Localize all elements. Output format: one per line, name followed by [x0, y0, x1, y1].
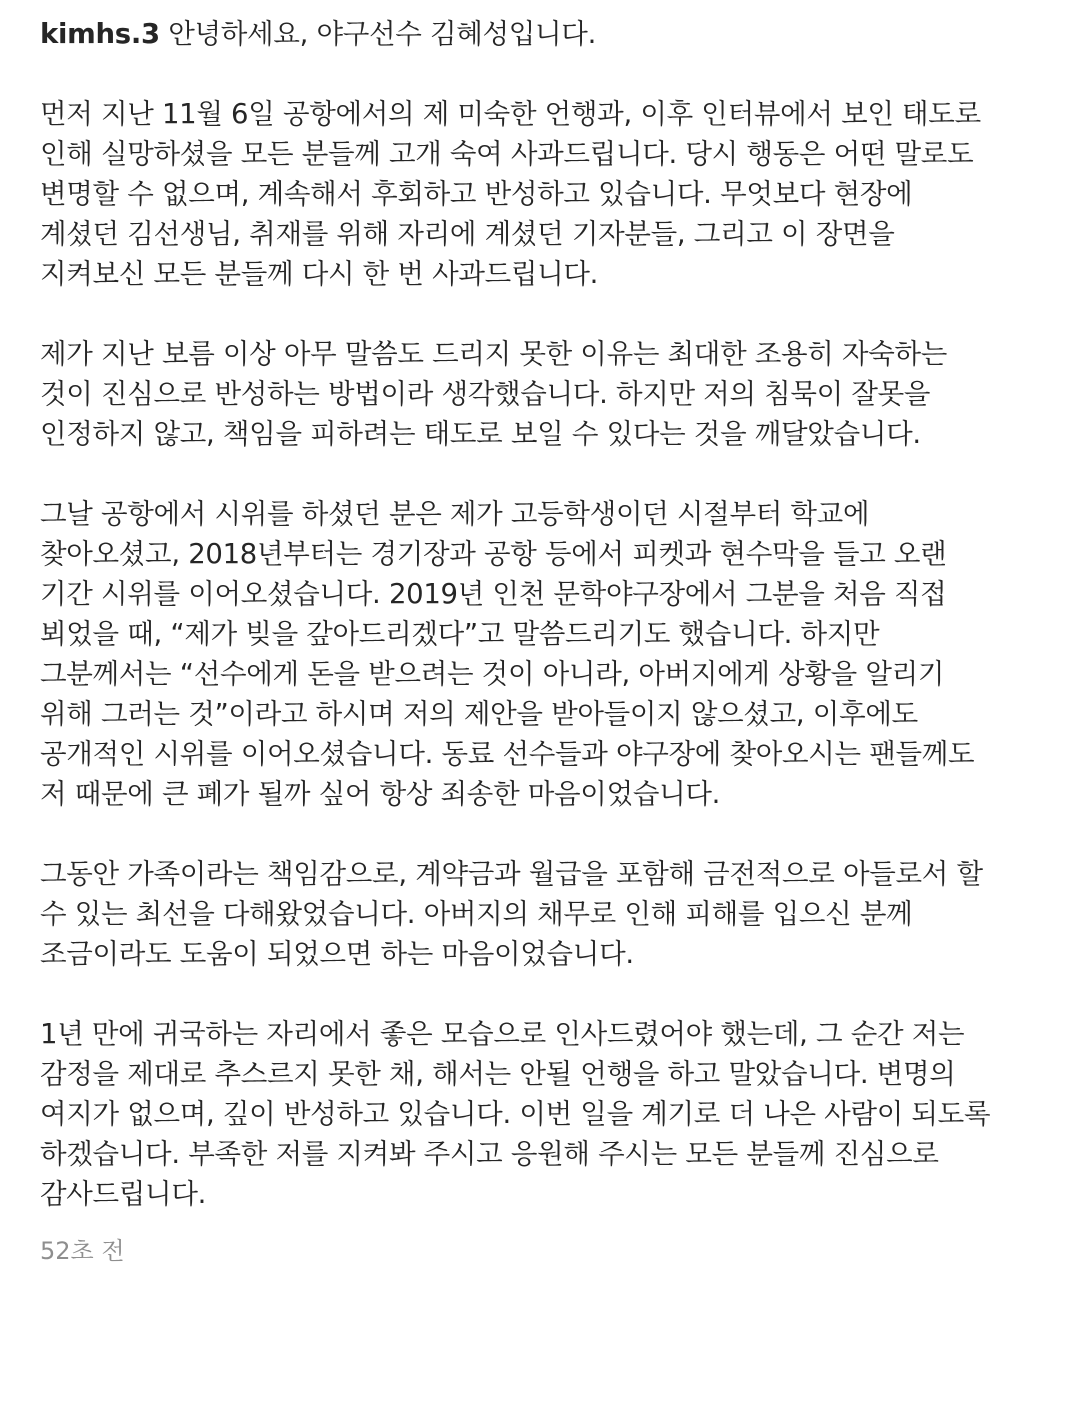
- paragraph-gap: [40, 814, 1044, 854]
- paragraph-1: [40, 94, 1044, 294]
- paragraph-line: 여지가 없으며, 깊이 반성하고 있습니다. 이번 일을 계기로 더 나은 사람이 되도록: [40, 1098, 991, 1130]
- paragraph-line: 감정을 제대로 추스르지 못한 채, 해서는 안될 언행을 하고 말았습니다. 변명의: [40, 1058, 956, 1090]
- paragraph-line: 기간 시위를 이어오셨습니다. 2019년 인천 문학야구장에서 그분을 처음 직접: [40, 578, 947, 610]
- paragraph-gap: [40, 454, 1044, 494]
- paragraph-line: 감사드립니다.: [40, 1178, 207, 1210]
- paragraph-line: 변명할 수 없으며, 계속해서 후회하고 반성하고 있습니다. 무엇보다 현장에: [40, 178, 913, 210]
- paragraph-4: [40, 854, 1044, 974]
- post-timestamp[interactable]: 52초 전: [40, 1237, 125, 1265]
- paragraph-line: 그동안 가족이라는 책임감으로, 계약금과 월급을 포함해 금전적으로 아들로서 할: [40, 858, 983, 890]
- paragraph-line: 지켜보신 모든 분들께 다시 한 번 사과드립니다.: [40, 258, 599, 290]
- paragraph-gap: [40, 294, 1044, 334]
- paragraph-line: 찾아오셨고, 2018년부터는 경기장과 공항 등에서 피켓과 현수막을 들고 오랜: [40, 538, 947, 570]
- paragraph-line: 인해 실망하셨을 모든 분들께 고개 숙여 사과드립니다. 당시 행동은 어떤 말로도: [40, 138, 974, 170]
- caption-first-line: [40, 14, 1044, 54]
- username-link[interactable]: kimhs.3: [40, 18, 160, 50]
- paragraph-line: 수 있는 최선을 다해왔었습니다. 아버지의 채무로 인해 피해를 입으신 분께: [40, 898, 913, 930]
- paragraph-3: [40, 494, 1044, 814]
- paragraph-line: 뵈었을 때, “제가 빚을 갚아드리겠다”고 말씀드리기도 했습니다. 하지만: [40, 618, 880, 650]
- greeting-text: 안녕하세요, 야구선수 김혜성입니다.: [168, 18, 597, 50]
- paragraph-line: 계셨던 김선생님, 취재를 위해 자리에 계셨던 기자분들, 그리고 이 장면을: [40, 218, 895, 250]
- paragraph-line: 인정하지 않고, 책임을 피하려는 태도로 보일 수 있다는 것을 깨달았습니다.: [40, 418, 921, 450]
- paragraph-line: 제가 지난 보름 이상 아무 말씀도 드리지 못한 이유는 최대한 조용히 자숙하는: [40, 338, 948, 370]
- paragraph-line: 그분께서는 “선수에게 돈을 받으려는 것이 아니라, 아버지에게 상황을 알리기: [40, 658, 945, 690]
- paragraph-line: 저 때문에 큰 폐가 될까 싶어 항상 죄송한 마음이었습니다.: [40, 778, 721, 810]
- paragraph-line: 공개적인 시위를 이어오셨습니다. 동료 선수들과 야구장에 찾아오시는 팬들께도: [40, 738, 975, 770]
- paragraph-gap: [40, 54, 1044, 94]
- paragraph-line: 위해 그러는 것”이라고 하시며 저의 제안을 받아들이지 않으셨고, 이후에도: [40, 698, 918, 730]
- paragraph-line: 하겠습니다. 부족한 저를 지켜봐 주시고 응원해 주시는 모든 분들께 진심으로: [40, 1138, 939, 1170]
- paragraph-line: 그날 공항에서 시위를 하셨던 분은 제가 고등학생이던 시절부터 학교에: [40, 498, 870, 530]
- paragraph-5: [40, 1014, 1044, 1214]
- paragraph-line: 것이 진심으로 반성하는 방법이라 생각했습니다. 하지만 저의 침묵이 잘못을: [40, 378, 931, 410]
- paragraph-line: 먼저 지난 11월 6일 공항에서의 제 미숙한 언행과, 이후 인터뷰에서 보인 태도로: [40, 98, 981, 130]
- paragraph-2: [40, 334, 1044, 454]
- paragraph-line: 1년 만에 귀국하는 자리에서 좋은 모습으로 인사드렸어야 했는데, 그 순간 저는: [40, 1018, 965, 1050]
- paragraph-gap: [40, 974, 1044, 1014]
- caption-text: [40, 14, 1044, 1214]
- paragraph-line: 조금이라도 도움이 되었으면 하는 마음이었습니다.: [40, 938, 634, 970]
